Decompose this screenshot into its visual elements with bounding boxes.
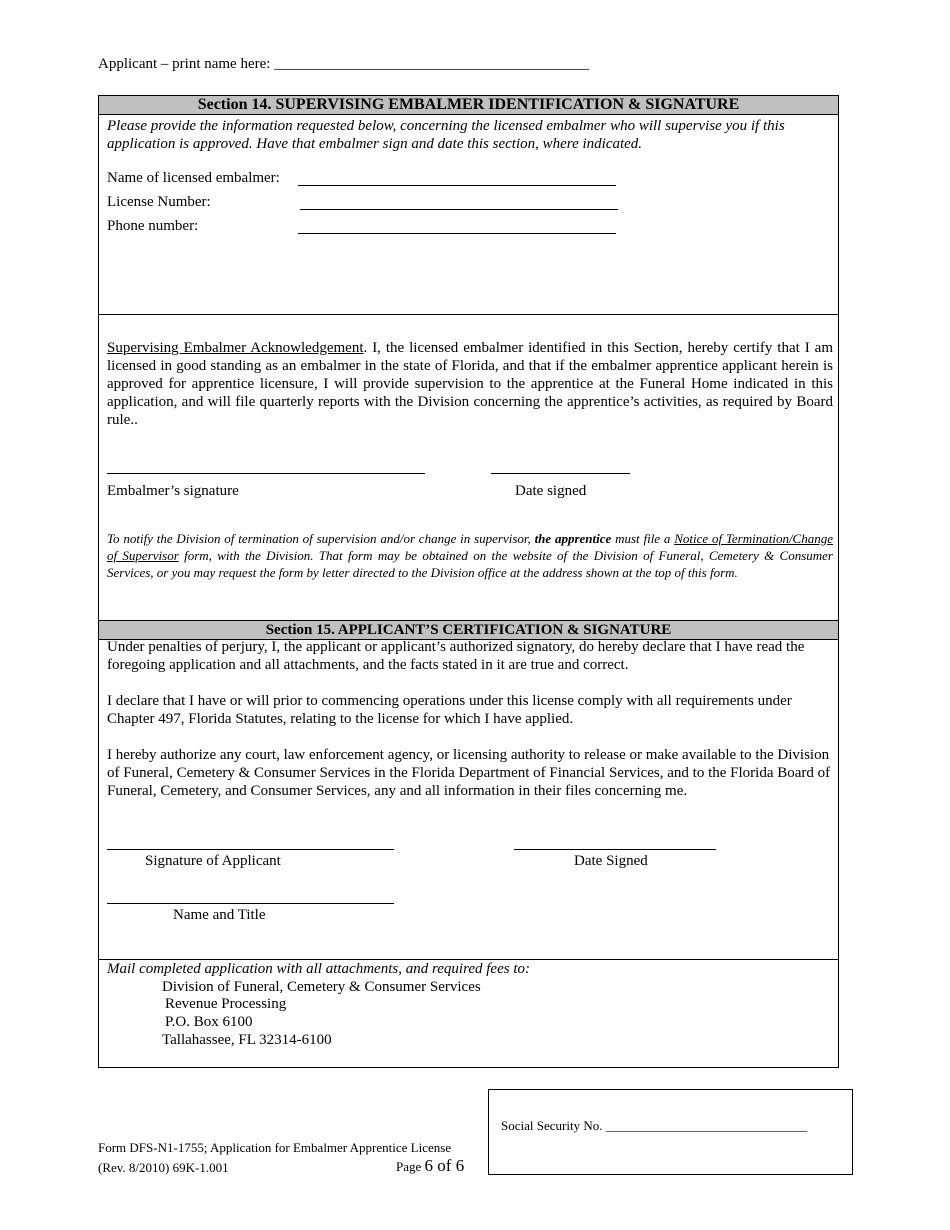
notice-form-name: Notice of Termination/Change of Supervisor <box>107 531 833 563</box>
termination-notice <box>107 530 833 581</box>
mail-address-line-2: Revenue Processing <box>165 996 287 1012</box>
embalmer-date-line[interactable] <box>491 473 630 474</box>
ssn-field[interactable]: _______________________________ <box>605 1118 808 1133</box>
supervising-acknowledgement <box>107 339 833 429</box>
section-15-title: Section 15. APPLICANT’S CERTIFICATION & SIGNATURE <box>98 620 839 640</box>
mail-address-line-3: P.O. Box 6100 <box>165 1014 253 1030</box>
applicant-name-label: Applicant – print name here: <box>98 56 271 72</box>
notice-part-3: form, with the Division. That form may be obtained on the website of the Division of Funeral, Cemetery & Consumer Services, or you may request the form by letter directed to the Division office at the address shown at the top of this form. <box>107 548 833 580</box>
acknowledgement-text: . I, the licensed embalmer identified in this Section, hereby certify that I am licensed in good standing as an embalmer in the state of Florida, and that if the embalmer apprentice applicant herein is approved for apprentice licensure, I will provide supervision to the apprentice at the Funeral Home indicated in this application, and will file quarterly reports with the Division concerning the apprentice’s activities, as required by Board rule.. <box>107 340 833 428</box>
ssn-label: Social Security No. <box>501 1118 603 1133</box>
page-number: 6 of 6 <box>424 1156 465 1175</box>
footer-form-name: Form DFS-N1-1755; Application for Embalmer Apprentice License <box>98 1140 452 1155</box>
embalmer-date-label: Date signed <box>515 483 587 499</box>
mail-heading: Mail completed application with all attachments, and required fees to: <box>107 961 530 977</box>
footer-page-number <box>396 1156 464 1176</box>
section-14-divider <box>98 314 839 315</box>
page-prefix: Page <box>396 1159 422 1174</box>
ssn-line <box>501 1118 807 1134</box>
footer-revision: (Rev. 8/2010) 69K-1.001 <box>98 1160 229 1175</box>
notice-bold: the apprentice <box>534 531 612 546</box>
license-number-label: License Number: <box>107 194 211 210</box>
mail-divider <box>98 959 839 960</box>
section-14-instructions: Please provide the information requested below, concerning the licensed embalmer who will supervise you if this application is approved. Have that embalmer sign and date this section, where indicated. <box>107 118 785 152</box>
phone-number-field[interactable] <box>298 233 616 234</box>
applicant-date-line[interactable] <box>514 849 716 850</box>
certification-paragraph-2: I declare that I have or will prior to commencing operations under this license comply with all requirements under Chapter 497, Florida Statutes, relating to the license for which I have applied. <box>107 693 792 727</box>
notice-part-2: must file a <box>611 531 675 546</box>
embalmer-signature-line[interactable] <box>107 473 425 474</box>
section-14-title: Section 14. SUPERVISING EMBALMER IDENTIFICATION & SIGNATURE <box>98 95 839 115</box>
applicant-signature-line[interactable] <box>107 849 394 850</box>
certification-paragraph-1: Under penalties of perjury, I, the applicant or applicant’s authorized signatory, do hereby declare that I have read the foregoing application and all attachments, and the facts stated in it are true and correct. <box>107 639 805 673</box>
applicant-name-field[interactable]: __________________________________________ <box>274 56 590 72</box>
embalmer-signature-label: Embalmer’s signature <box>107 483 239 499</box>
phone-number-label: Phone number: <box>107 218 199 234</box>
name-title-line[interactable] <box>107 903 394 904</box>
applicant-date-label: Date Signed <box>574 853 648 869</box>
notice-part-1: To notify the Division of termination of supervision and/or change in supervisor, <box>107 531 535 546</box>
name-title-label: Name and Title <box>173 907 266 923</box>
mail-address-line-4: Tallahassee, FL 32314-6100 <box>162 1032 332 1048</box>
acknowledgement-heading: Supervising Embalmer Acknowledgement <box>107 340 364 356</box>
embalmer-name-field[interactable] <box>298 185 616 186</box>
applicant-name-line <box>98 56 589 73</box>
mail-address-line-1: Division of Funeral, Cemetery & Consumer Services <box>162 979 481 995</box>
embalmer-name-label: Name of licensed embalmer: <box>107 170 280 186</box>
license-number-field[interactable] <box>300 209 618 210</box>
certification-paragraph-3: I hereby authorize any court, law enforcement agency, or licensing authority to release or make available to the Division of Funeral, Cemetery & Consumer Services in the Florida Department of Financial Services, and to the Florida Board of Funeral, Cemetery, and Consumer Services, any and all information in their files concerning me. <box>107 747 831 799</box>
applicant-signature-label: Signature of Applicant <box>145 853 281 869</box>
